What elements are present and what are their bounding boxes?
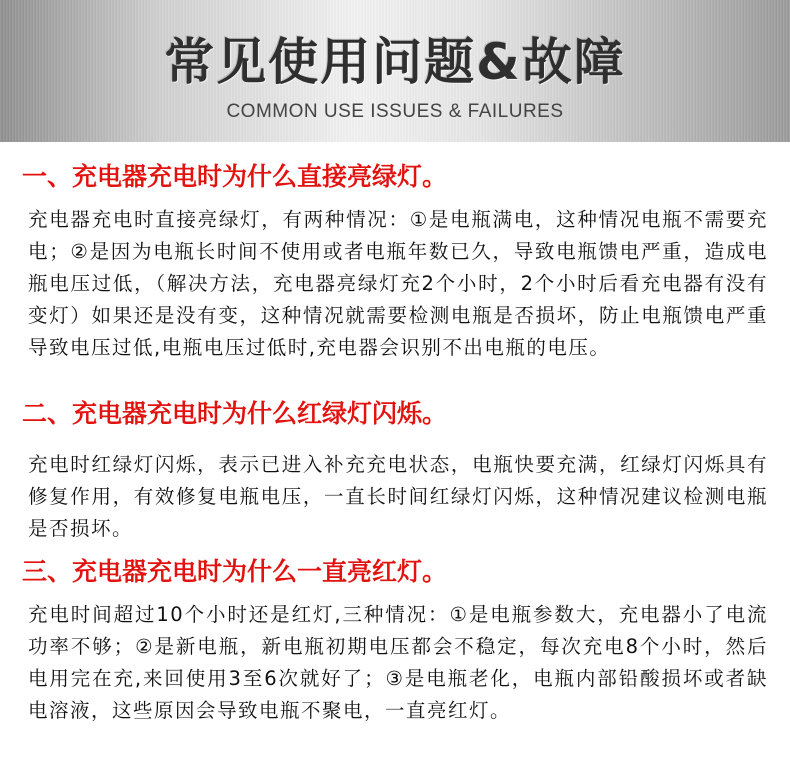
section-2-heading: 二、充电器充电时为什么红绿灯闪烁。 <box>22 399 448 428</box>
section-3-heading: 三、充电器充电时为什么一直亮红灯。 <box>22 557 448 586</box>
page-title: 常见使用问题&故障 <box>164 33 626 91</box>
header-banner <box>0 0 790 142</box>
page-subtitle: COMMON USE ISSUES & FAILURES <box>226 101 564 122</box>
section-2-body: 充电时红绿灯闪烁，表示已进入补充充电状态，电瓶快要充满，红绿灯闪烁具有修复作用，有效修复电瓶电压，一直长时间红绿灯闪烁，这种情况建议检测电瓶是否损坏。 <box>28 453 768 540</box>
section-1-body: 充电器充电时直接亮绿灯，有两种情况：①是电瓶满电，这种情况电瓶不需要充电；②是因为电瓶长时间不使用或者电瓶年数已久，导致电瓶馈电严重，造成电瓶电压过低，（解决方法，充电器亮绿灯充2个小时，2个小时后看充电器有没有变灯）如果还是没有变，这种情况就需要检测电瓶是否损坏，防止电瓶馈电严重导致电压过低,电瓶电压过低时,充电器会识别不出电瓶的电压。 <box>28 208 768 359</box>
section-3-body: 充电时间超过10个小时还是红灯,三种情况：①是电瓶参数大，充电器小了电流功率不够；②是新电瓶，新电瓶初期电压都会不稳定，每次充电8个小时，然后电用完在充,来回使用3至6次就好了；③是电瓶老化，电瓶内部铅酸损坏或者缺电溶液，这些原因会导致电瓶不聚电，一直亮红灯。 <box>28 603 768 722</box>
section-1-heading: 一、充电器充电时为什么直接亮绿灯。 <box>22 162 448 191</box>
